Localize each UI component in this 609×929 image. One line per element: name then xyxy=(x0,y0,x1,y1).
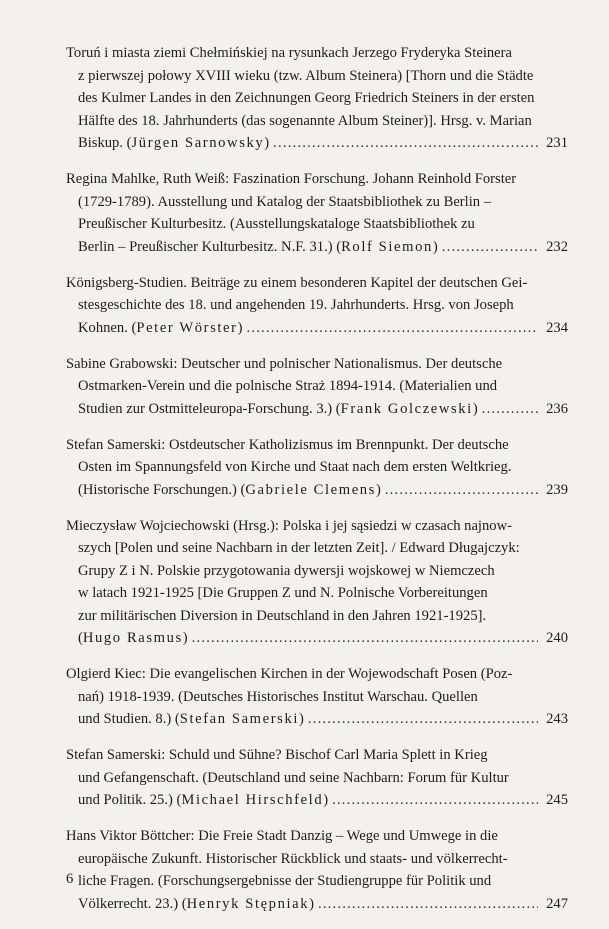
entry-last-line xyxy=(66,893,568,916)
page-reference: 236 xyxy=(546,400,568,417)
entry-line: szych [Polen und seine Nachbarn in der letzten Zeit]. / Edward Długajczyk: xyxy=(78,540,520,556)
entry-last-line xyxy=(66,708,568,731)
dot-leader xyxy=(332,789,538,812)
entry-last-text xyxy=(78,627,188,650)
toc-entry xyxy=(66,663,568,731)
entry-line: zur militärischen Diversion in Deutschland in den Jahren 1921-1925]. xyxy=(78,607,487,624)
page-reference: 234 xyxy=(546,319,568,336)
entry-last-line xyxy=(66,236,568,259)
entry-last-text-start: und Politik. 25.) ( xyxy=(78,792,182,808)
toc-entry xyxy=(66,42,568,155)
entry-last-text-close: ) xyxy=(432,238,438,255)
entry-line: Hans Viktor Böttcher: Die Freie Stadt Danzig – Wege und Umwege in die xyxy=(66,828,498,844)
reviewer-name: Frank Golczewski xyxy=(340,400,473,417)
entry-line: Grupy Z i N. Polskie przygotowania dywersji wojskowej w Niemczech xyxy=(78,562,495,579)
dot-leader xyxy=(308,708,538,731)
entry-last-text xyxy=(78,893,314,916)
entry-last-line xyxy=(66,627,568,650)
toc-entry xyxy=(66,515,568,650)
reviewer-name: Michael Hirschfeld xyxy=(181,792,324,808)
entry-last-text-start: Berlin – Preußischer Kulturbesitz. N.F. 31.) ( xyxy=(78,238,342,255)
page-number: 6 xyxy=(66,871,74,887)
entry-line: Königsberg-Studien. Beiträge zu einem besonderen Kapitel der deutschen Gei- xyxy=(66,274,528,291)
entry-last-text xyxy=(78,132,269,155)
entry-line: und Gefangenschaft. (Deutschland und seine Nachbarn: Forum für Kultur xyxy=(78,769,509,786)
reviewer-name: Peter Wörster xyxy=(136,319,238,336)
entry-last-text-close: ) xyxy=(237,319,243,336)
entry-line: nań) 1918-1939. (Deutsches Historisches Institut Warschau. Quellen xyxy=(78,688,478,705)
entry-line: Mieczysław Wojciechowski (Hrsg.): Polska i jej sąsiedzi w czasach najnow- xyxy=(66,517,512,534)
page-reference: 231 xyxy=(546,135,568,151)
entry-last-text xyxy=(78,708,304,731)
page-reference: 245 xyxy=(546,792,568,808)
entry-last-text xyxy=(78,398,478,421)
table-of-contents xyxy=(66,42,568,929)
entry-last-line xyxy=(66,317,568,340)
entry-last-text-close: ) xyxy=(472,400,478,417)
toc-entry xyxy=(66,744,568,812)
reviewer-name: Jürgen Sarnowsky xyxy=(131,135,265,151)
entry-line: (1729-1789). Ausstellung und Katalog der Staatsbibliothek zu Berlin – xyxy=(78,193,492,210)
entry-last-text-close: ) xyxy=(182,630,188,646)
entry-last-line xyxy=(66,479,568,502)
toc-entry xyxy=(66,272,568,340)
page-reference: 232 xyxy=(546,238,568,255)
entry-last-text-start: Völkerrecht. 23.) ( xyxy=(78,895,187,912)
entry-line: Stefan Samerski: Ostdeutscher Katholizismus im Brennpunkt. Der deutsche xyxy=(66,436,509,453)
dot-leader xyxy=(385,479,538,502)
entry-line: w latach 1921-1925 [Die Gruppen Z und N. Polnische Vorbereitungen xyxy=(78,585,488,601)
entry-last-line xyxy=(66,132,568,155)
entry-line: Preußischer Kulturbesitz. (Ausstellungskataloge Staatsbibliothek zu xyxy=(78,216,475,232)
reviewer-name: Hugo Rasmus xyxy=(82,630,183,646)
reviewer-name: Henryk Stępniak xyxy=(186,895,310,912)
toc-entry xyxy=(66,168,568,258)
reviewer-name: Rolf Siemon xyxy=(341,238,433,255)
entry-last-text-close: ) xyxy=(264,135,270,151)
reviewer-name: Stefan Samerski xyxy=(179,711,299,727)
entry-last-text-start: Studien zur Ostmitteleuropa-Forschung. 3.) ( xyxy=(78,400,341,417)
entry-last-text-close: ) xyxy=(299,711,304,727)
entry-last-text xyxy=(78,317,242,340)
entry-line: Regina Mahlke, Ruth Weiß: Faszination Forschung. Johann Reinhold Forster xyxy=(66,171,517,187)
entry-line: Toruń i miasta ziemi Chełmińskiej na rysunkach Jerzego Fryderyka Steinera xyxy=(66,45,512,61)
dot-leader xyxy=(318,893,538,916)
entry-last-text-start: Biskup. ( xyxy=(78,135,132,151)
entry-last-text xyxy=(78,789,328,812)
dot-leader xyxy=(482,398,538,421)
entry-line: des Kulmer Landes in den Zeichnungen Georg Friedrich Steiners in der ersten xyxy=(78,90,535,106)
entry-last-line xyxy=(66,398,568,421)
page-reference: 247 xyxy=(546,895,568,912)
entry-last-text xyxy=(78,236,438,259)
entry-line: europäische Zukunft. Historischer Rückblick und staats- und völkerrecht- xyxy=(78,850,508,867)
entry-line: Hälfte des 18. Jahrhunderts (das sogenannte Album Steiner)]. Hrsg. v. Marian xyxy=(78,112,532,129)
entry-line: Osten im Spannungsfeld von Kirche und Staat nach dem ersten Weltkrieg. xyxy=(78,459,512,475)
entry-line: Sabine Grabowski: Deutscher und polnischer Nationalismus. Der deutsche xyxy=(66,355,503,372)
entry-line: z pierwszej połowy XVIII wieku (tzw. Album Steinera) [Thorn und die Städte xyxy=(78,67,534,84)
entry-last-text-start: und Studien. 8.) ( xyxy=(78,711,180,727)
page-reference: 239 xyxy=(546,481,568,498)
entry-line: Olgierd Kiec: Die evangelischen Kirchen in der Wojewodschaft Posen (Poz- xyxy=(66,666,513,682)
dot-leader xyxy=(442,236,538,259)
entry-line: Ostmarken-Verein und die polnische Straż 1894-1914. (Materialien und xyxy=(78,378,498,394)
entry-line: stesgeschichte des 18. und angehenden 19. Jahrhunderts. Hrsg. von Joseph xyxy=(78,297,514,313)
entry-last-line xyxy=(66,789,568,812)
reviewer-name: Gabriele Clemens xyxy=(245,481,376,498)
toc-entry xyxy=(66,434,568,502)
entry-line: Stefan Samerski: Schuld und Sühne? Bischof Carl Maria Splett in Krieg xyxy=(66,747,488,763)
dot-leader xyxy=(192,627,538,650)
dot-leader xyxy=(273,132,538,155)
toc-entry xyxy=(66,825,568,915)
entry-line: liche Fragen. (Forschungsergebnisse der Studiengruppe für Politik und xyxy=(78,873,492,889)
dot-leader xyxy=(246,317,538,340)
entry-last-text-start: Kohnen. ( xyxy=(78,319,137,336)
page-reference: 240 xyxy=(546,630,568,646)
page-reference: 243 xyxy=(546,711,568,727)
entry-last-text-start: (Historische Forschungen.) ( xyxy=(78,481,246,498)
entry-last-text-close: ) xyxy=(323,792,329,808)
entry-last-text xyxy=(78,479,381,502)
entry-last-text-start: ( xyxy=(78,630,83,646)
toc-entry xyxy=(66,353,568,421)
entry-last-text-close: ) xyxy=(309,895,314,912)
entry-last-text-close: ) xyxy=(375,481,381,498)
